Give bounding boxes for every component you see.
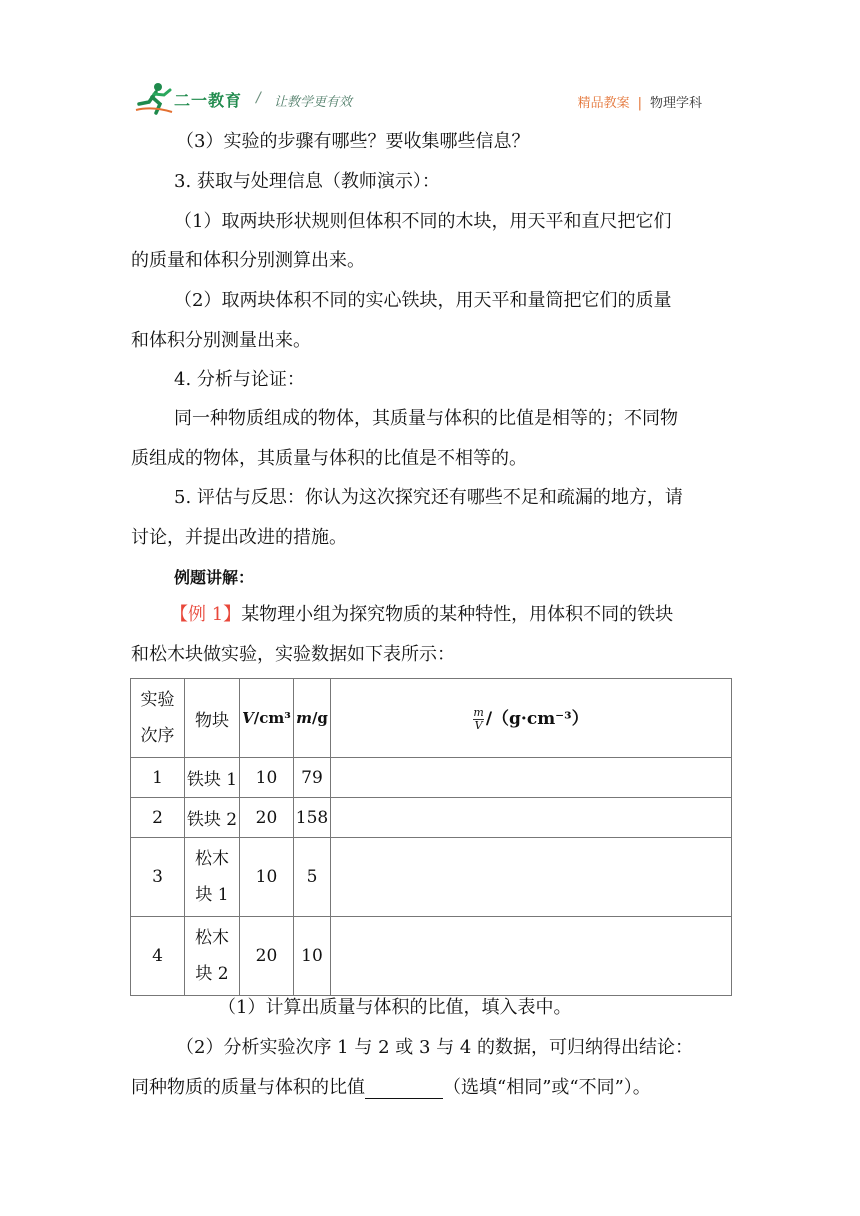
step-3-question: （3）实验的步骤有哪些？要收集哪些信息？ [176,131,530,152]
section-3-heading: 3. 获取与处理信息（教师演示）： [174,171,440,192]
table-row [131,838,732,917]
question-2-text-before: 同种物质的质量与体积的比值 [131,1077,365,1098]
ratio-fraction [473,707,483,732]
cell-mass: 5 [294,838,331,917]
table-header-row [131,679,732,758]
tag-separator: | [637,96,642,111]
table-row [131,798,732,838]
logo-text: 二一教育 [174,91,243,110]
cell-block-line-1: 松木 [195,928,229,948]
cell-ratio-blank[interactable] [331,838,732,917]
cell-block [185,917,240,996]
example-label: 【例 1】 [170,604,242,625]
cell-order: 1 [131,758,185,798]
data-table [130,678,732,996]
page-header [132,82,732,116]
table-row [131,758,732,798]
cell-volume: 20 [240,798,294,838]
cell-ratio-blank[interactable] [331,917,732,996]
header-tags [578,92,702,111]
cell-mass: 158 [294,798,331,838]
cell-order: 2 [131,798,185,838]
example-heading: 例题讲解： [174,568,255,587]
slogan-slash: / [256,90,261,106]
table-row [131,917,732,996]
tag-subject: 物理学科 [649,96,702,111]
cell-ratio-blank[interactable] [331,758,732,798]
answer-blank[interactable] [365,1080,443,1099]
cell-order: 4 [131,917,185,996]
question-2-text-after: （选填“相同”或“不同”）。 [443,1077,651,1098]
cell-mass: 10 [294,917,331,996]
header-order-line-2: 次序 [140,726,175,746]
runner-logo-icon [134,82,174,116]
cell-mass: 79 [294,758,331,798]
cell-volume: 20 [240,917,294,996]
section-4-heading: 4. 分析与论证： [174,369,305,390]
cell-block-line-2: 块 1 [195,885,229,905]
paragraph-1-line-1: （1）取两块形状规则但体积不同的木块，用天平和直尺把它们 [174,211,672,232]
header-order-line-1: 实验 [140,690,175,710]
analysis-line-1: 同一种物质组成的物体，其质量与体积的比值是相等的；不同物 [174,408,678,429]
question-1: （1）计算出质量与体积的比值，填入表中。 [218,997,572,1018]
cell-order: 3 [131,838,185,917]
logo [132,82,362,116]
header-volume-unit: /cm³ [253,709,291,727]
header-volume [240,679,294,758]
header-mass-unit: /g [311,709,328,727]
header-mass [294,679,331,758]
ratio-unit: /（g·cm⁻³） [485,709,589,729]
analysis-line-2: 质组成的物体，其质量与体积的比值是不相等的。 [131,448,527,469]
question-2-line-1: （2）分析实验次序 1 与 2 或 3 与 4 的数据，可归纳得出结论： [176,1037,694,1058]
header-ratio [331,679,732,758]
ratio-numerator: m [473,706,484,719]
paragraph-1-line-2: 的质量和体积分别测算出来。 [131,250,365,271]
example-1-line-1 [170,604,673,626]
ratio-denominator: V [474,719,483,732]
paragraph-2-line-2: 和体积分别测量出来。 [131,330,311,351]
cell-block [185,838,240,917]
question-2-line-2 [131,1077,651,1099]
header-order [131,679,185,758]
cell-block-line-1: 松木 [195,849,229,869]
section-5-line-1: 5. 评估与反思：你认为这次探究还有哪些不足和疏漏的地方，请 [174,487,683,508]
cell-block-line-2: 块 2 [195,964,229,984]
slogan: 让教学更有效 [274,95,353,110]
paragraph-2-line-1: （2）取两块体积不同的实心铁块，用天平和量筒把它们的质量 [174,290,672,311]
header-block: 物块 [185,679,240,758]
cell-block: 铁块 1 [185,758,240,798]
tag-lesson-plan: 精品教案 [577,96,630,111]
header-volume-var: V [242,709,254,727]
cell-volume: 10 [240,838,294,917]
section-5-line-2: 讨论，并提出改进的措施。 [131,527,347,548]
example-1-line-2: 和松木块做实验，实验数据如下表所示： [131,644,455,665]
example-text: 某物理小组为探究物质的某种特性，用体积不同的铁块 [241,604,674,625]
cell-block: 铁块 2 [185,798,240,838]
header-mass-var: m [296,709,312,727]
cell-ratio-blank[interactable] [331,798,732,838]
cell-volume: 10 [240,758,294,798]
